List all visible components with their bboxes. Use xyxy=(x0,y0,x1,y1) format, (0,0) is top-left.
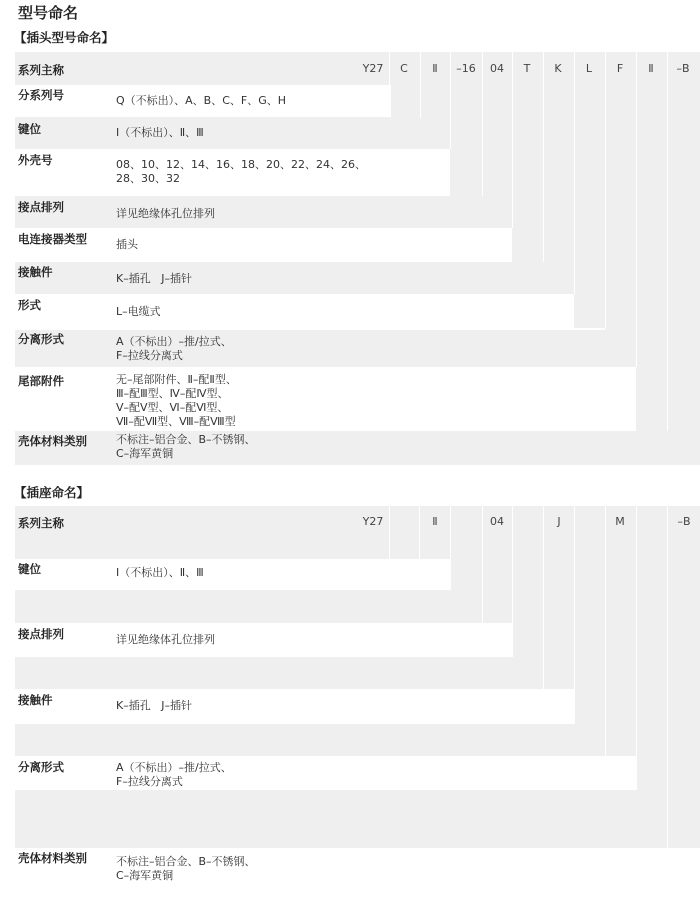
socket-col-8 xyxy=(606,506,636,756)
socket-code-series: Y27 xyxy=(362,515,384,528)
socket-band-8 xyxy=(15,724,605,756)
socket-code-key: Ⅱ xyxy=(432,515,438,528)
plug-label-shell: 外壳号 xyxy=(18,153,53,167)
socket-label-arrangement: 接点排列 xyxy=(18,627,64,641)
socket-desc-contact: K–插孔 J–插针 xyxy=(116,699,192,712)
plug-heading: 【插头型号命名】 xyxy=(14,30,115,45)
plug-desc-material: 不标注–铝合金、B–不锈钢、 C–海军黄铜 xyxy=(116,433,256,460)
socket-heading: 【插座命名】 xyxy=(14,485,90,500)
plug-desc-separation: A（不标出）–推/拉式、 F–拉线分离式 xyxy=(116,335,232,362)
plug-desc-contact: K–插孔 J–插针 xyxy=(116,272,192,285)
socket-band-6 xyxy=(15,657,543,689)
socket-label-series: 系列主称 xyxy=(18,516,64,530)
plug-code-key: Ⅱ xyxy=(432,62,438,75)
plug-desc-arrangement: 详见绝缘体孔位排列 xyxy=(116,207,215,220)
socket-col-6 xyxy=(544,506,574,689)
plug-label-contact: 接触件 xyxy=(18,265,53,279)
plug-desc-subseries: Q（不标出）、A、B、C、F、G、H xyxy=(116,94,287,107)
socket-band-2 xyxy=(15,533,420,559)
plug-code-contact: K xyxy=(554,62,562,75)
plug-code-shell: –16 xyxy=(456,62,476,75)
plug-label-series: 系列主称 xyxy=(18,63,64,77)
socket-desc-key: Ⅰ（不标出）、Ⅱ、Ⅲ xyxy=(116,566,204,579)
plug-label-subseries: 分系列号 xyxy=(18,88,64,102)
plug-label-tail: 尾部附件 xyxy=(18,374,64,388)
plug-desc-type: 插头 xyxy=(116,238,138,251)
plug-desc-form: L–电缆式 xyxy=(116,305,161,318)
socket-col-7 xyxy=(575,506,605,756)
plug-code-subseries: C xyxy=(400,62,408,75)
socket-label-key: 键位 xyxy=(18,562,41,576)
plug-label-separation: 分离形式 xyxy=(18,332,64,346)
socket-desc-separation: A（不标出）–推/拉式、 F–拉线分离式 xyxy=(116,761,232,788)
plug-label-material: 壳体材料类别 xyxy=(18,434,87,448)
socket-col-3 xyxy=(451,506,482,623)
socket-desc-arrangement: 详见绝缘体孔位排列 xyxy=(116,633,215,646)
socket-code-arrangement: 04 xyxy=(490,515,504,528)
plug-code-tail: Ⅱ xyxy=(648,62,654,75)
plug-code-series: Y27 xyxy=(362,62,384,75)
socket-desc-material: 不标注–铝合金、B–不锈钢、 C–海军黄铜 xyxy=(116,855,256,882)
socket-band-4 xyxy=(15,590,482,623)
socket-band-10 xyxy=(15,790,667,848)
plug-desc-key: Ⅰ（不标出）、Ⅱ、Ⅲ xyxy=(116,126,204,139)
socket-col-2 xyxy=(420,506,450,559)
socket-label-contact: 接触件 xyxy=(18,693,53,707)
plug-code-form: L xyxy=(585,62,593,75)
socket-col-9 xyxy=(637,506,667,848)
plug-label-form: 形式 xyxy=(18,298,41,312)
plug-code-separation: F xyxy=(616,62,624,75)
socket-col-5 xyxy=(513,506,543,689)
plug-label-type: 电连接器类型 xyxy=(18,232,87,246)
plug-label-arrangement: 接点排列 xyxy=(18,200,64,214)
plug-code-material: –B xyxy=(676,62,690,75)
page-title: 型号命名 xyxy=(18,4,79,22)
plug-desc-tail: 无–尾部附件、Ⅱ–配Ⅱ型、 Ⅲ–配Ⅲ型、Ⅳ–配Ⅳ型、 Ⅴ–配Ⅴ型、Ⅵ–配Ⅵ型、 Ⅶ–配Ⅶ型、Ⅷ–配Ⅷ型 xyxy=(116,373,237,428)
plug-code-type: T xyxy=(523,62,531,75)
plug-desc-shell: 08、10、12、14、16、18、20、22、24、26、 28、30、32 xyxy=(116,158,366,185)
socket-code-material: –B xyxy=(677,515,691,528)
socket-code-separation: M xyxy=(615,515,625,528)
socket-label-material: 壳体材料类别 xyxy=(18,851,87,865)
socket-code-contact: J xyxy=(557,515,561,528)
socket-col-10 xyxy=(668,506,700,848)
plug-code-arrangement: 04 xyxy=(490,62,504,75)
plug-label-key: 键位 xyxy=(18,122,41,136)
socket-col-1 xyxy=(390,506,419,559)
socket-band-1 xyxy=(15,506,390,533)
socket-label-separation: 分离形式 xyxy=(18,760,64,774)
